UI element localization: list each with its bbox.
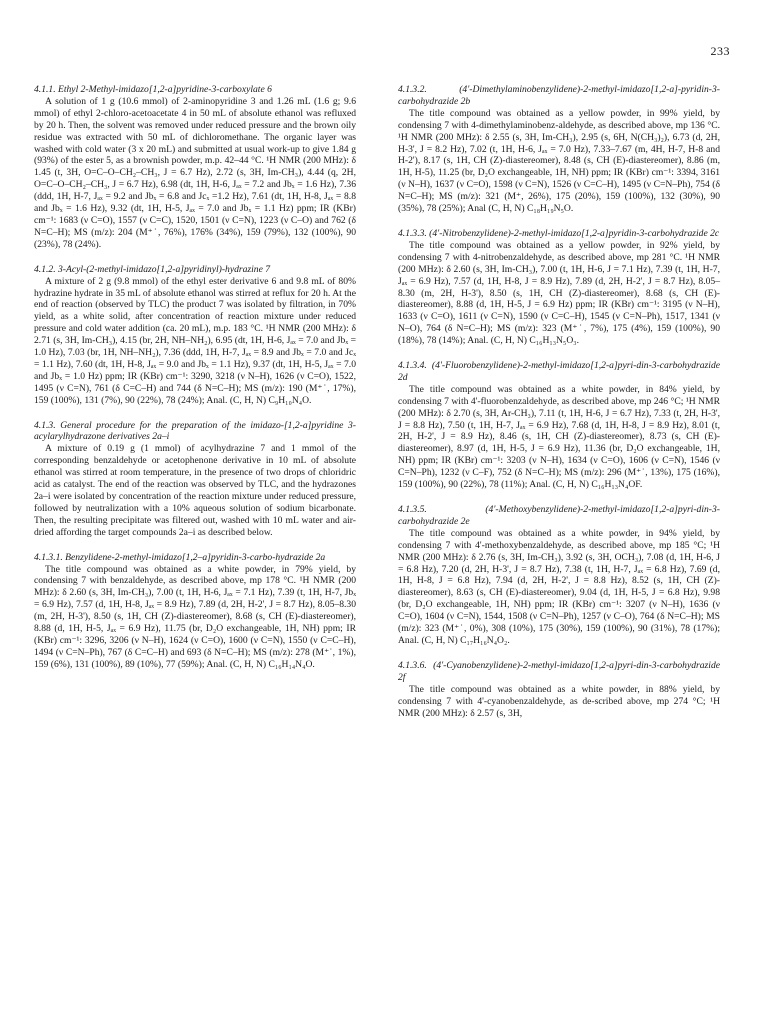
section-ethyl-ester <box>34 84 356 251</box>
section-heading: 4.1.1. Ethyl 2-Methyl-imidazo[1,2-a]pyridine-3-carboxylate 6 <box>34 84 272 95</box>
section-body: A mixture of 0.19 g (1 mmol) of acylhydrazine 7 and 1 mmol of the corresponding benzaldehyde or acetophenone derivative in 10 mL of absolute ethanol was stirred at room temperature, in the presence of two drops of chloridric acid as catalyst. The end of the reaction was observed by TLC, and the hydrazones 2a–i were isolated by concentration of the reaction mixture under reduced pressure, followed by neutralization with a 10% aqueous solution of sodium bicarbonate. Then, the resulting precipitate was filtered out, washed with 10 mL water and air-dried affording the target compounds 2a–i as described below. <box>34 443 356 538</box>
section-compound-2b <box>398 84 720 215</box>
section-compound-2d <box>398 360 720 491</box>
section-heading: 4.1.3.1. Benzylidene-2-methyl-imidazo[1,2–a]pyridin-3-carbo-hydrazide 2a <box>34 551 326 563</box>
page-number: 233 <box>710 44 730 58</box>
section-heading: 4.1.2. 3-Acyl-(2-methyl-imidazo[1,2-a]pyridinyl)-hydrazine 7 <box>34 263 271 275</box>
section-body: The title compound was obtained as a yellow powder, in 92% yield, by condensing 7 with 4-nitrobenzaldehyde, as described above, mp 281 °C. ¹H NMR (200 MHz): δ 2.60 (s, 3H, Im-CH₃), 7.00 (t, 1H, H-6, J = 7.1 Hz), 7.39 (t, 1H, H-7, Jₐₓ = 6.9 Hz), 7.57 (d, 1H, H-8, J = 8.9 Hz), 7.89 (d, 2H, H-2', J = 8.7 Hz), 8.05–8.30 (m, 2H, H-3'), 8.50 (s, 1H, CH (Z)-diastereomer), 8.68 (s, CH (E)-diastereomer), 8.88 (d, 1H, H-5, J = 6.9 Hz) ppm; IR (KBr) cm⁻¹: 3195 (ν N–H), 1633 (ν C=O), 1611 (ν C=N), 1590 (ν C=C–H), 1545 (ν C=N–Ph), 1517, 1341 (ν N–O), 764 (δ N=C–H); MS (m/z): 323 (M⁺˙, 7%), 175 (4%), 159 (100%), 90 (18%), 78 (14%); Anal. (C, H, N) C₁₆H₁₃N₅O₃. <box>398 239 720 347</box>
section-compound-2a <box>34 552 356 671</box>
section-compound-2f <box>398 660 720 720</box>
section-heading: 4.1.3.3. (4'-Nitrobenzylidene)-2-methyl-imidazo[1,2-a]pyridin-3-carbohydrazide 2c <box>398 227 720 239</box>
section-heading: 4.1.3.5. (4'-Methoxybenzylidene)-2-methyl-imidazo[1,2-a]pyri-din-3-carbohydrazide 2e <box>398 504 720 527</box>
right-column <box>398 84 720 732</box>
section-acyl-hydrazine <box>34 264 356 407</box>
section-heading: 4.1.3.2. (4'-Dimethylaminobenzylidene)-2-methyl-imidazo[1,2-a]-pyridin-3-carbohydrazide 2b <box>398 84 720 107</box>
section-body: The title compound was obtained as a white powder, in 84% yield, by condensing 7 with 4'-fluorobenzaldehyde, as described above, mp 246 °C; ¹H NMR (200 MHz): δ 2.70 (s, 3H, Ar-CH₃), 7.11 (t, 1H, H-6, J = 6.7 Hz), 7.33 (t, 2H, H-3', J = 8.8 Hz), 7.50 (t, 1H, H-7, Jₐₓ = 6.9 Hz), 7.68 (d, 1H, H-8, J = 8.9 Hz), 8.01 (t, 2H, H-2', J = 8.9 Hz), 8.46 (s, 1H, CH (Z)-diastereomer), 8.73 (s, CH (E)-diastereomer), 8.97 (d, 1H, H-5, J = 6.9 Hz), 11.36 (br, D₂O exchangeable, 1H, NH) ppm; IR (KBr) cm⁻¹: 3203 (ν N–H), 1634 (ν C=O), 1606 (ν C=N), 1546 (ν C=N–Ph), 1232 (ν C–F), 752 (δ N=C–H); MS (m/z): 296 (M⁺˙, 13%), 175 (16%), 159 (100%), 90 (22%), 78 (11%); Anal. (C, H, N) C₁₆H₁₃N₄OF. <box>398 383 720 491</box>
section-body: The title compound was obtained as a white powder, in 88% yield, by condensing 7 with 4'-cyanobenzaldehyde, as de-scribed above, mp 274 °C; ¹H NMR (200 MHz): δ 2.57 (s, 3H, <box>398 683 720 719</box>
left-column <box>34 84 356 684</box>
section-body: A mixture of 2 g (9.8 mmol) of the ethyl ester derivative 6 and 9.8 mL of 80% hydrazine hydrate in 35 mL of absolute ethanol was stirred at reflux for 20 h. At the end of reaction (observed by TLC) the product 7 was isolated by filtration, in 70% yield, as a white solid, after concentration of reaction mixture under reduced pressure and cold water addition (ca. 20 mL), m.p. 183 °C. ¹H NMR (200 MHz): δ 2.71 (s, 3H, Im-CH₃), 4.15 (br, 2H, NH–NH₂), 6.95 (dt, 1H, H-6, Jₐₓ = 7.0 and Jbₓ = 1.0 Hz), 7.03 (br, 1H, NH–NH₂), 7.36 (ddd, 1H, H-7, Jₐₓ = 8.9 and Jbₓ = 7.0 and Jcₓ = 1.1 Hz), 7.60 (dt, 1H, H-8, Jₐₓ = 9.0 and Jbₓ = 1.1 Hz), 9.37 (dt, 1H, H-5, Jₐₓ = 7.0 and Jbₓ = 1.0 Hz) ppm; IR (KBr) cm⁻¹: 3290, 3218 (ν N–H), 1626 (ν C=O), 1522, 1495 (ν C=N), 761 (δ C=C–H) and 744 (δ N=C–H); MS (m/z): 190 (M⁺˙, 17%), 159 (100%), 131 (7%), 90 (22%), 78 (24%); Anal. (C, H, N) C₉H₁₀N₄O. <box>34 275 356 406</box>
section-compound-2c <box>398 228 720 347</box>
section-body: The title compound was obtained as a yellow powder, in 99% yield, by condensing 7 with 4-dimethylaminobenz-aldehyde, as described above, mp 136 °C. ¹H NMR (200 MHz): δ 2.55 (s, 3H, Im-CH₃), 2.95 (s, 6H, N(CH₃)₂), 6.73 (d, 2H, H-3', J = 8.2 Hz), 7.02 (t, 1H, H-6, Jₐₓ = 7.0 Hz), 7.33–7.67 (m, 4H, H-7, H-8 and H-2'), 8.17 (s, 1H, CH (Z)-diastereomer), 8.48 (s, CH (E)-diastereomer), 8.86 (m, 1H, H-5), 11.25 (br, D₂O exchangeable, 1H, NH) ppm; IR (KBr) cm⁻¹: 3394, 3161 (ν N–H), 1637 (ν C=O), 1598 (ν C=N), 1526 (ν C=C–H), 1495 (ν C=N–Ph), 754 (δ N=C–H); MS (m/z): 321 (M⁺, 26%), 175 (20%), 159 (100%), 132 (30%), 90 (35%), 78 (25%); Anal (C, H, N) C₁₈H₁₉N₅O. <box>398 107 720 215</box>
section-body: The title compound was obtained as a white powder, in 79% yield, by condensing 7 with benzaldehyde, as described above, mp 178 °C. ¹H NMR (200 MHz): δ 2.60 (s, 3H, Im-CH₃), 7.00 (t, 1H, H-6, Jₐₓ = 7.1 Hz), 7.39 (t, 1H, H-7, Jbₓ = 6.9 Hz), 7.57 (d, 1H, H-8, Jₐₓ = 8.9 Hz), 7.89 (d, 2H, H-2', J = 8.7 Hz), 8.05–8.30 (m, 2H, H-3'), 8.50 (s, 1H, CH (Z)-diastereomer), 8.68 (s, CH (E)-diastereomer), 8.88 (d, 1H, H-5, Jₐₓ = 6.9 Hz), 11.75 (br, D₂O exchangeable, 1H, NH) ppm; IR (KBr) cm⁻¹: 3296, 3206 (ν N–H), 1624 (ν C=O), 1600 (ν C=N), 1550 (ν C=C–H), 1494 (ν C=N–Ph), 767 (δ C=C–H) and 693 (δ N=C–H); MS (m/z): 278 (M⁺˙, 1%), 159 (6%), 131 (100%), 89 (10%), 77 (59%); Anal. (C, H, N) C₁₆H₁₄N₄O. <box>34 563 356 670</box>
section-heading: 4.1.3.4. (4'-Fluorobenzylidene)-2-methyl-imidazo[1,2-a]pyri-din-3-carbohydrazide 2d <box>398 360 720 383</box>
section-body: A solution of 1 g (10.6 mmol) of 2-aminopyridine 3 and 1.26 mL (1.6 g; 9.6 mmol) of ethyl 2-chloro-acetoacetate 4 in 50 mL of absolute ethanol was refluxed by 20 h. Then, the solvent was removed under reduced pressure and the brown oily residue was extracted with 50 mL of dichloromethane. The organic layer was washed with cold water (3 x 20 mL) and submitted at usual work-up to give 1.84 g (93%) of the ester 5, as a brownish powder, m.p. 42–44 °C. ¹H NMR (200 MHz): δ 1.45 (t, 3H, O=C–O–CH₂–CH₃, J = 6.7 Hz), 2.72 (s, 3H, Im-CH₃), 4.44 (q, 2H, O=C–O–CH₂–CH₃, J = 6.7 Hz), 6.98 (dt, 1H, H-6, Jₐₓ = 7.2 and Jbₓ = 1.6 Hz), 7.36 (ddd, 1H, H-7, Jₐₓ = 9.2 and Jbₓ = 6.8 and Jcₓ =1.2 Hz), 7.61 (dt, 1H, H-8, Jₐₓ = 8.8 and Jbₓ = 1.6 Hz), 9.32 (dt, 1H, H-5, Jₐₓ = 7.0 and Jbₓ = 1.1 Hz) ppm; IR (KBr) cm⁻¹: 1683 (ν C=O), 1557 (ν C=C), 1520, 1501 (ν C=N), 1223 (ν C–O) and 762 (δ N=C–H); MS (m/z): 204 (M⁺˙, 76%), 176% (34%), 159 (79%), 132 (100%), 90 (23%), 78 (24%). <box>34 95 356 250</box>
section-heading: 4.1.3. General procedure for the preparation of the imidazo-[1,2-a]pyridine 3-acylarylhydrazone derivatives 2a–i <box>34 419 356 443</box>
section-heading: 4.1.3.6. (4'-Cyanobenzylidene)-2-methyl-imidazo[1,2-a]pyri-din-3-carbohydrazide 2f <box>398 659 720 683</box>
section-compound-2e <box>398 504 720 647</box>
section-general-procedure <box>34 420 356 539</box>
section-body: The title compound was obtained as a white powder, in 94% yield, by condensing 7 with 4'-methoxybenzaldehyde, as described above, mp 185 °C; ¹H NMR (200 MHz): δ 2.76 (s, 3H, Im-CH₃), 3.92 (s, 3H, OCH₃), 7.08 (d, 1H, H-6, J = 6.8 Hz), 7.20 (d, 2H, H-3', J = 8.7 Hz), 7.38 (t, 1H, H-7, Jₐₓ = 6.8 Hz), 7.69 (d, 1H, H-8, J = 6.8 Hz), 7.94 (d, 2H, H-2', J = 8.8 Hz), 8.52 (s, 1H, CH (Z)-diastereomer), 8.63 (s, CH (E)-diastereomer), 9.04 (d, 1H, H-5, J = 6.8 Hz), 9.98 (br, D₂O exchangeable, 1H, NH) ppm; IR (KBr) cm⁻¹: 3207 (ν N–H), 1636 (ν C=O), 1604 (ν C=N), 1544, 1508 (ν C=N–Ph), 1257 (ν C–O), 764 (δ N=C–H); MS (m/z): 323 (M⁺˙, 0%), 308 (10%), 175 (30%), 159 (100%), 90 (31%), 78 (17%); Anal. (C, H, N) C₁₇H₁₆N₄O₂. <box>398 527 720 646</box>
